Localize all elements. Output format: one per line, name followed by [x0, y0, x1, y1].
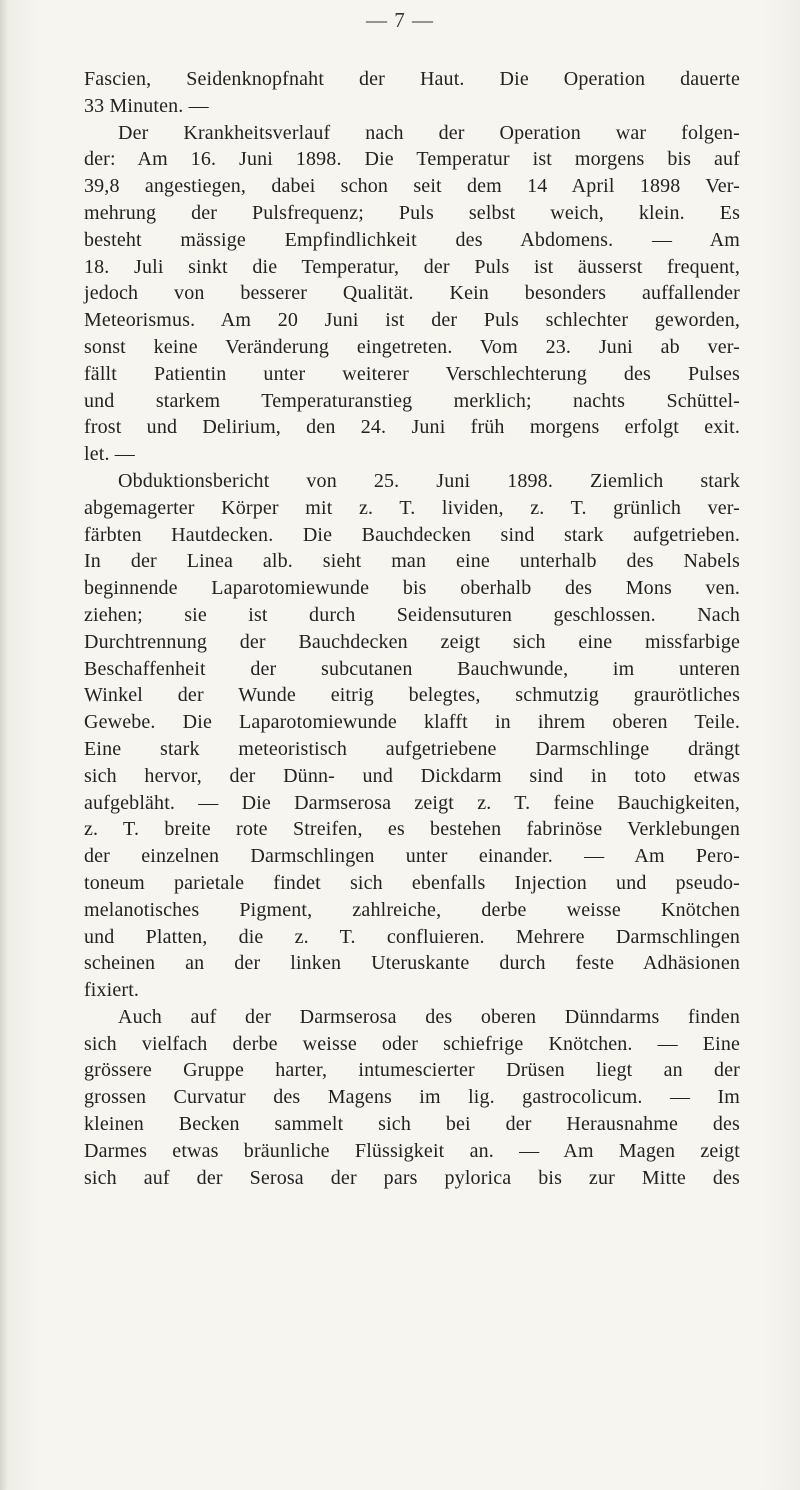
- text-line: Meteorismus. Am 20 Juni ist der Puls schlechter geworden,: [84, 309, 740, 332]
- text-line: Fascien, Seidenknopfnaht der Haut. Die Operation dauerte: [84, 68, 740, 90]
- text-line: Darmes etwas bräunliche Flüssigkeit an. — Am Magen zeigt: [84, 1139, 740, 1162]
- text-line: kleinen Becken sammelt sich bei der Herausnahme des: [84, 1113, 740, 1136]
- text-line: sich vielfach derbe weisse oder schiefrige Knötchen. — Eine: [84, 1032, 740, 1055]
- text-line: sich auf der Serosa der pars pylorica bis zur Mitte des: [84, 1166, 740, 1189]
- text-line: 18. Juli sinkt die Temperatur, der Puls ist äusserst frequent,: [84, 255, 740, 278]
- text-line: jedoch von besserer Qualität. Kein besonders auffallender: [84, 282, 740, 305]
- text-line: frost und Delirium, den 24. Juni früh morgens erfolgt exit.: [84, 416, 740, 439]
- text-line: Gewebe. Die Laparotomiewunde klafft in ihrem oberen Teile.: [84, 711, 740, 734]
- text-line: grössere Gruppe harter, intumescierter Drüsen liegt an der: [84, 1059, 740, 1082]
- text-line: sich hervor, der Dünn- und Dickdarm sind in toto etwas: [84, 764, 740, 787]
- text-line: beginnende Laparotomiewunde bis oberhalb des Mons ven.: [84, 577, 740, 600]
- text-line: Eine stark meteoristisch aufgetriebene Darmschlinge drängt: [84, 737, 740, 760]
- text-line: Obduktionsbericht von 25. Juni 1898. Ziemlich stark: [118, 469, 740, 492]
- page-edge-shadow: [0, 0, 8, 1490]
- text-line: grossen Curvatur des Magens im lig. gastrocolicum. — Im: [84, 1086, 740, 1109]
- text-line: abgemagerter Körper mit z. T. lividen, z. T. grünlich ver-: [84, 496, 740, 519]
- text-line: In der Linea alb. sieht man eine unterhalb des Nabels: [84, 550, 740, 573]
- text-line: toneum parietale findet sich ebenfalls Injection und pseudo-: [84, 871, 740, 894]
- text-line: 39,8 angestiegen, dabei schon seit dem 14 April 1898 Ver-: [84, 175, 740, 198]
- text-line: let. —: [84, 443, 135, 466]
- text-line: und Platten, die z. T. confluieren. Mehrere Darmschlingen: [84, 925, 740, 948]
- text-line: ziehen; sie ist durch Seidensuturen geschlossen. Nach: [84, 603, 740, 626]
- text-line: färbten Hautdecken. Die Bauchdecken sind stark aufgetrieben.: [84, 523, 740, 546]
- page-number: — 7 —: [366, 8, 434, 32]
- text-line: sonst keine Veränderung eingetreten. Vom 23. Juni ab ver-: [84, 335, 740, 358]
- text-line: mehrung der Pulsfrequenz; Puls selbst weich, klein. Es: [84, 201, 740, 224]
- text-line: Auch auf der Darmserosa des oberen Dünndarms finden: [118, 1005, 740, 1028]
- text-line: Der Krankheitsverlauf nach der Operation war folgen-: [118, 121, 740, 144]
- text-line: z. T. breite rote Streifen, es bestehen fabrinöse Verklebungen: [84, 818, 740, 841]
- text-line: der: Am 16. Juni 1898. Die Temperatur ist morgens bis auf: [84, 148, 740, 171]
- text-line: melanotisches Pigment, zahlreiche, derbe weisse Knötchen: [84, 898, 740, 921]
- text-line: Durchtrennung der Bauchdecken zeigt sich eine missfarbige: [84, 630, 740, 653]
- text-line: Winkel der Wunde eitrig belegtes, schmutzig graurötliches: [84, 684, 740, 707]
- text-line: fällt Patientin unter weiterer Verschlechterung des Pulses: [84, 362, 740, 385]
- text-line: fixiert.: [84, 979, 140, 1002]
- text-line: scheinen an der linken Uteruskante durch feste Adhäsionen: [84, 952, 740, 975]
- body-text: [84, 66, 740, 1191]
- text-line: aufgebläht. — Die Darmserosa zeigt z. T. feine Bauchigkeiten,: [84, 791, 740, 814]
- text-line: Beschaffenheit der subcutanen Bauchwunde, im unteren: [84, 657, 740, 680]
- text-line: der einzelnen Darmschlingen unter einander. — Am Pero-: [84, 845, 740, 868]
- text-line: 33 Minuten. —: [84, 94, 209, 117]
- text-line: besteht mässige Empfindlichkeit des Abdomens. — Am: [84, 228, 740, 251]
- text-line: und starkem Temperaturanstieg merklich; nachts Schüttel-: [84, 389, 740, 412]
